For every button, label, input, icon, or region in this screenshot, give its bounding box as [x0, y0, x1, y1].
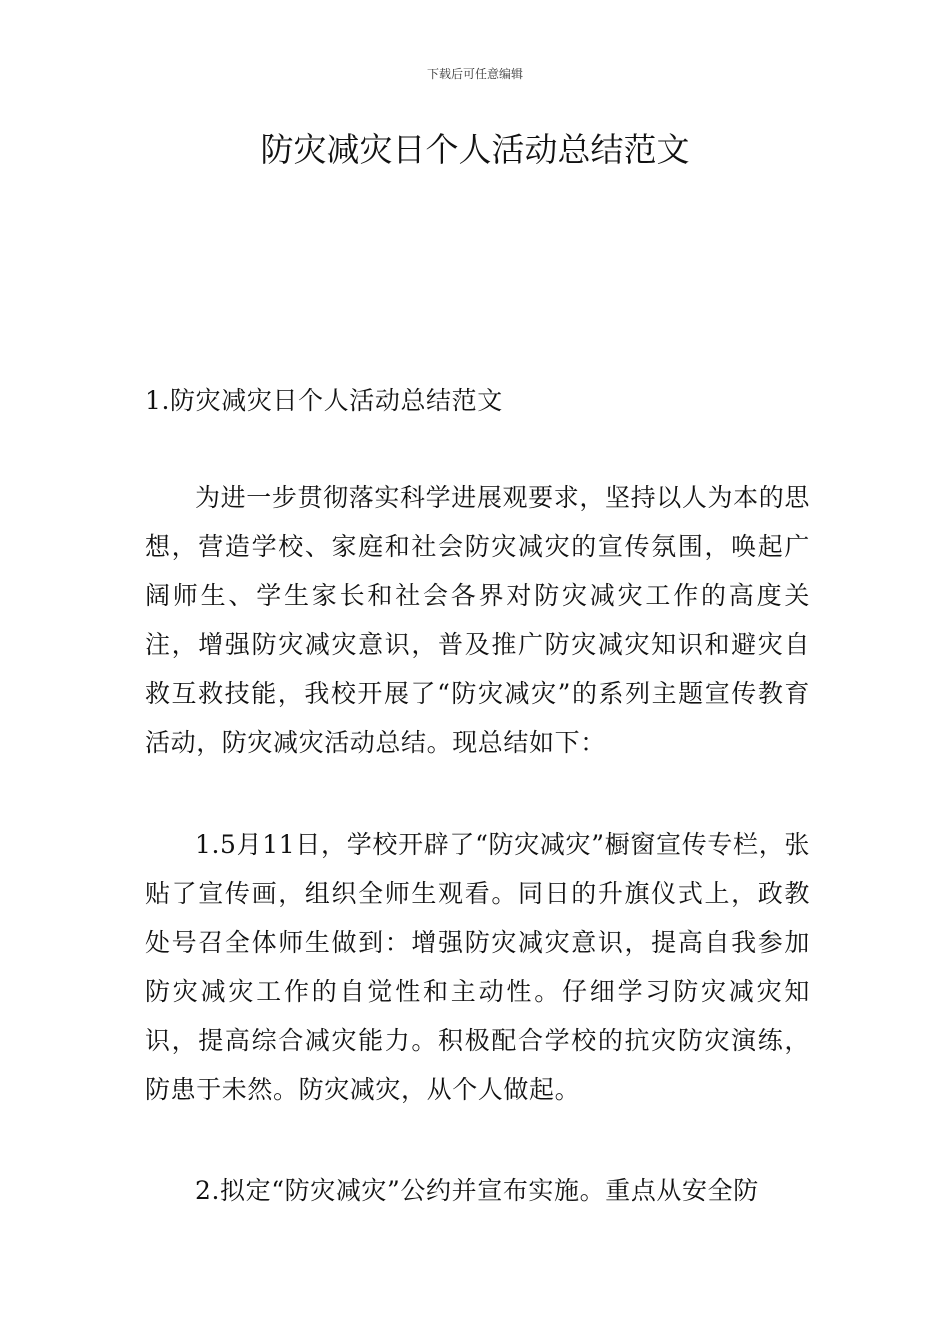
section-heading: 1.防灾减灾日个人活动总结范文	[145, 386, 503, 415]
header-note: 下载后可任意编辑	[426, 67, 523, 81]
paragraph-item-2: 2.拟定“防灾减灾”公约并宣布实施。重点从安全防	[195, 1176, 759, 1205]
document-title: 防灾减灾日个人活动总结范文	[260, 130, 690, 169]
paragraph-intro: 为进一步贯彻落实科学进展观要求，坚持以人为本的思想，营造学校、家庭和社会防灾减灾的宣传氛围，唤起广阔师生、学生家长和社会各界对防灾减灾工作的高度关注，增强防灾减灾意识，普及推广防灾减灾知识和避灾自救互救技能，我校开展了“防灾减灾”的系列主题宣传教育活动，防灾减灾活动总结。现总结如下：	[145, 483, 810, 757]
paragraph-item-1: 1.5月11日，学校开辟了“防灾减灾”橱窗宣传专栏，张贴了宣传画，组织全师生观看。同日的升旗仪式上，政教处号召全体师生做到：增强防灾减灾意识，提高自我参加防灾减灾工作的自觉性和主动性。仔细学习防灾减灾知识，提高综合减灾能力。积极配合学校的抗灾防灾演练，防患于未然。防灾减灾，从个人做起。	[145, 830, 810, 1104]
